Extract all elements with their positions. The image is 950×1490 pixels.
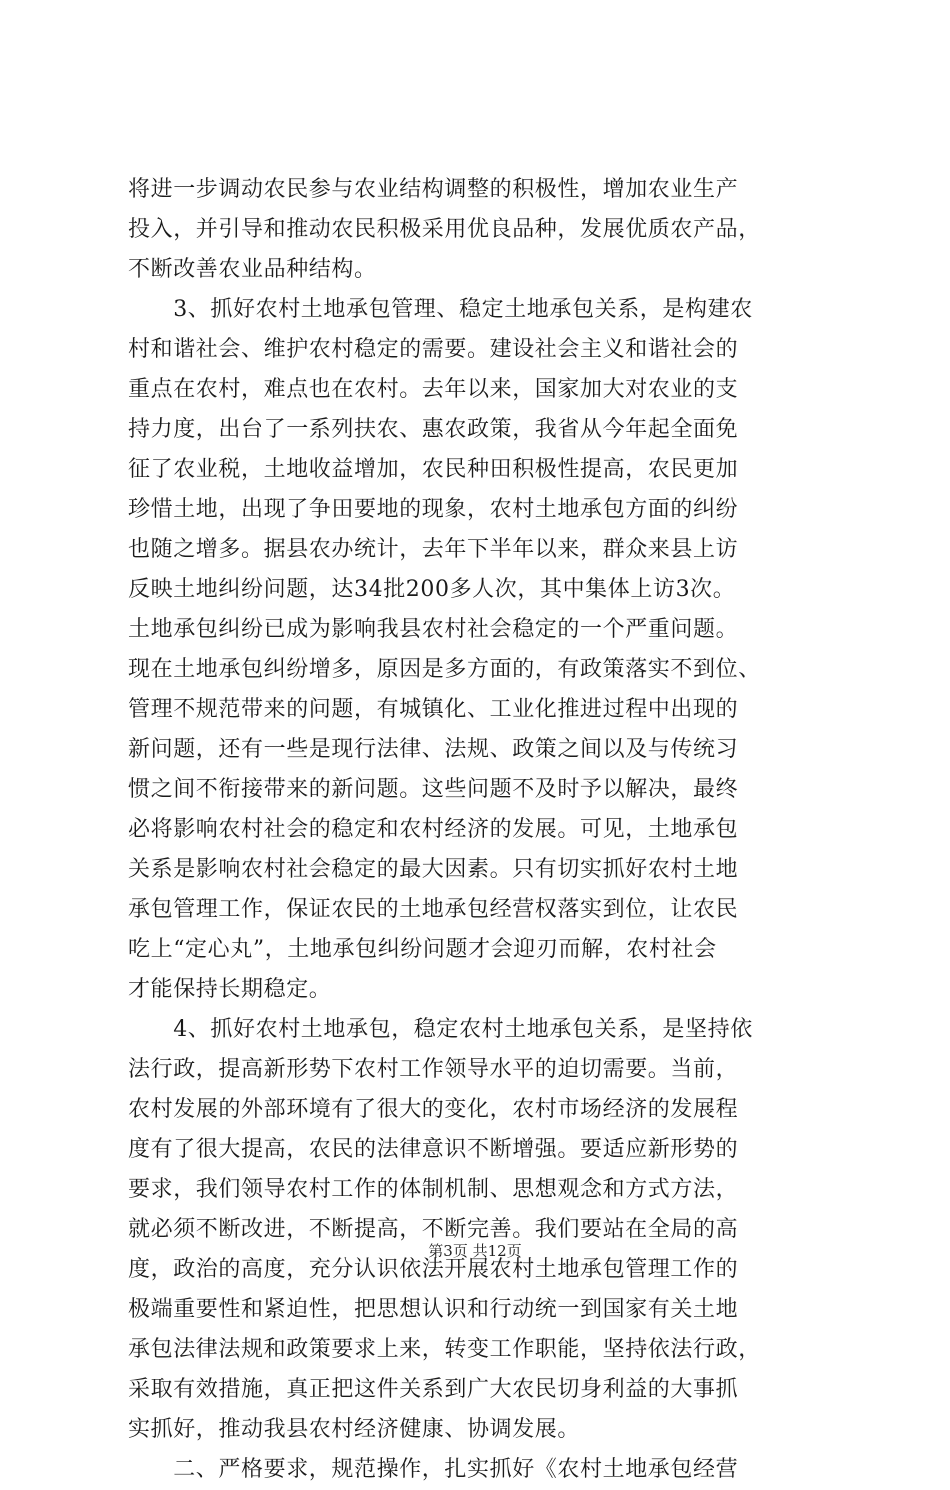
text-line: 也随之增多。据县农办统计，去年下半年以来，群众来县上访: [128, 537, 739, 562]
text-line: 管理不规范带来的问题，有城镇化、工业化推进过程中出现的: [128, 697, 739, 722]
text-line: 3、抓好农村土地承包管理、稳定土地承包关系，是构建农: [128, 297, 753, 322]
text-line: 4、抓好农村土地承包，稳定农村土地承包关系，是坚持依: [128, 1017, 753, 1042]
text-line: 征了农业税，土地收益增加，农民种田积极性提高，农民更加: [128, 457, 739, 482]
text-line: 才能保持长期稳定。: [128, 977, 332, 1002]
text-line: 吃上“定心丸”，土地承包纠纷问题才会迎刃而解，农村社会: [128, 937, 717, 962]
text-line: 要求，我们领导农村工作的体制机制、思想观念和方式方法，: [128, 1177, 739, 1202]
text-line: 就必须不断改进，不断提高，不断完善。我们要站在全局的高: [128, 1217, 739, 1242]
text-line: 土地承包纠纷已成为影响我县农村社会稳定的一个严重问题。: [128, 617, 739, 642]
text-line: 珍惜土地，出现了争田要地的现象，农村土地承包方面的纠纷: [128, 497, 739, 522]
text-line: 二、严格要求，规范操作，扎实抓好《农村土地承包经营: [128, 1457, 739, 1482]
text-line: 惯之间不衔接带来的新问题。这些问题不及时予以解决，最终: [128, 777, 739, 802]
text-line: 关系是影响农村社会稳定的最大因素。只有切实抓好农村土地: [128, 857, 739, 882]
text-line: 村和谐社会、维护农村稳定的需要。建设社会主义和谐社会的: [128, 337, 739, 362]
text-line: 投入，并引导和推动农民积极采用优良品种，发展优质农产品，: [128, 217, 761, 242]
text-line: 承包管理工作，保证农民的土地承包经营权落实到位，让农民: [128, 897, 739, 922]
text-line: 持力度，出台了一系列扶农、惠农政策，我省从今年起全面免: [128, 417, 739, 442]
text-line: 承包法律法规和政策要求上来，转变工作职能，坚持依法行政，: [128, 1337, 761, 1362]
text-line: 将进一步调动农民参与农业结构调整的积极性，增加农业生产: [128, 177, 739, 202]
text-line: 重点在农村，难点也在农村。去年以来，国家加大对农业的支: [128, 377, 739, 402]
text-line: 度，政治的高度，充分认识依法开展农村土地承包管理工作的: [128, 1257, 739, 1282]
text-line: 必将影响农村社会的稳定和农村经济的发展。可见，土地承包: [128, 817, 739, 842]
text-line: 新问题，还有一些是现行法律、法规、政策之间以及与传统习: [128, 737, 739, 762]
text-line: 反映土地纠纷问题，达34批200多人次，其中集体上访3次。: [128, 577, 736, 602]
text-line: 度有了很大提高，农民的法律意识不断增强。要适应新形势的: [128, 1137, 739, 1162]
text-line: 采取有效措施，真正把这件关系到广大农民切身利益的大事抓: [128, 1377, 739, 1402]
text-line: 法行政，提高新形势下农村工作领导水平的迫切需要。当前，: [128, 1057, 739, 1082]
page-footer: 第3页 共12页: [428, 1242, 522, 1260]
text-line: 现在土地承包纠纷增多，原因是多方面的，有政策落实不到位、: [128, 657, 761, 682]
text-line: 极端重要性和紧迫性，把思想认识和行动统一到国家有关土地: [128, 1297, 739, 1322]
text-line: 农村发展的外部环境有了很大的变化，农村市场经济的发展程: [128, 1097, 739, 1122]
text-line: 实抓好，推动我县农村经济健康、协调发展。: [128, 1417, 581, 1442]
body-text: [128, 170, 838, 1490]
text-line: 不断改善农业品种结构。: [128, 257, 377, 282]
